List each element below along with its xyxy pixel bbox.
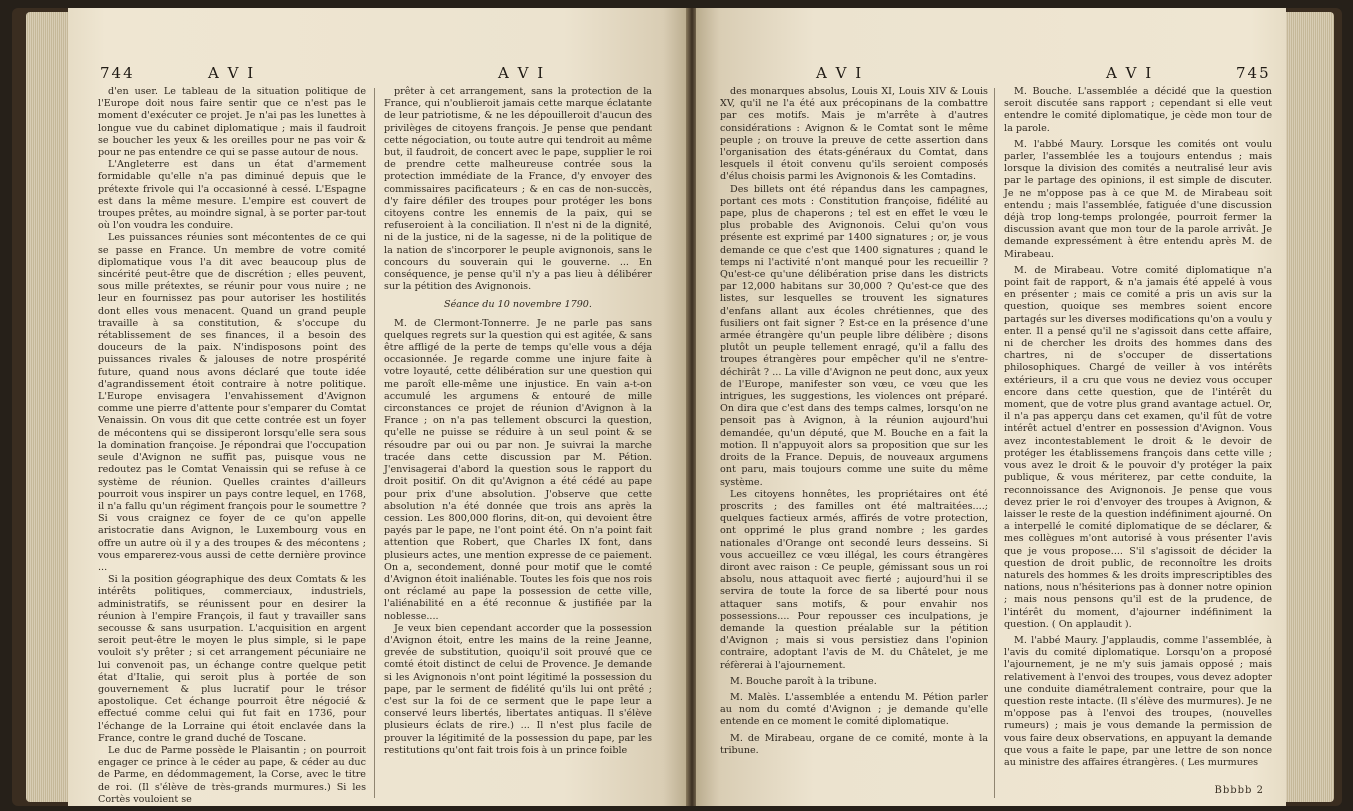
running-head-right [696, 64, 1286, 86]
text-column-1 [98, 86, 366, 805]
running-title: A V I [1106, 64, 1154, 82]
text-column-2 [384, 86, 652, 798]
paragraph: M. l'abbé Maury. Lorsque les comités ont voulu parler, l'assemblée les a toujours entendus ; mais lorsque la division des comités a neutralisé leur avis par le partage des opinions, il est simple de discuter. Je ne m'oppose pas à ce que M. de Mirabeau soit entendu ; mais l'assemblée, fatiguée d'une discussion déjà trop long-temps prolongée, pourroit fermer la discussion avant que mon tour de la parole arrivât. Je demande expressément à être entendu après M. de Mirabeau. [1004, 138, 1272, 260]
running-title: A V I [498, 64, 546, 82]
paragraph: M. Bouche paroît à la tribune. [730, 675, 877, 687]
column-rule [994, 88, 995, 798]
running-title: A V I [816, 64, 864, 82]
page-edges-right [1284, 12, 1334, 802]
paragraph: Les puissances réunies sont mécontentes de ce qui se passe en France. Un membre de votre comité diplomatique vous l'a dit avec beaucoup plus de sincérité peut-être que de discrétion ; elles peuvent, sous mille prétextes, se réunir pour vous nuire ; ne leur en fournissez pas pour autoriser les hostilités dont elles vous menacent. Quand un grand peuple travaille à sa constitution, & s'occupe du rétablissement de ses finances, il a besoin des douceurs de la paix. N'indisposons point des puissances rivales & jalouses de notre prospérité future, quand nous avons déclaré que toute idée d'agrandissement étoit contraire à notre politique. L'Europe envisagera l'envahissement d'Avignon comme une pierre d'attente pour s'emparer du Comtat Venaissin. On vous dit que cette contrée est un foyer de mécontens qui se dissiperont lorsqu'elle sera sous la domination françoise. Je répondrai que l'occupation seule d'Avignon ne suffit pas, puisque vous ne redoutez pas le Comtat Venaissin qui se refuse à ce système de réunion. Quelles craintes d'ailleurs pourroit vous inspirer un pays contre lequel, en 1768, il n'a fallu qu'un régiment françois pour le soumettre ? Si vous craignez ce foyer de ce qu'on appelle aristocratie dans Avignon, le Luxembourg vous en offre un autre où il y a des troupes & des mécontens ; vous emparerez-vous aussi de cette dernière province ... [98, 232, 366, 573]
paragraph: Si la position géographique des deux Comtats & les intérêts politiques, commerciaux, industriels, administratifs, se réunissent pour en desirer la réunion à l'empire François, il faut y travailler sans secousse & sans usurpation. L'acquisition en argent seroit peut-être le moyen le plus simple, si le pape vouloit s'y prêter ; si cet arrangement pécuniaire ne lui convenoit pas, un échange contre quelque petit état d'Italie, qui seroit plus à portée de son gouvernement & plus lucratif pour le trésor apostolique. Cet échange pourroit être négocié & effectué comme celui qui fut fait en 1736, pour l'échange de la Lorraine qui étoit enclavée dans la France, contre le grand duché de Toscane. [98, 574, 366, 744]
paragraph: Je veux bien cependant accorder que la possession d'Avignon étoit, entre les mains de la reine Jeanne, grevée de substitution, quoiqu'il soit prouvé que ce comté étoit distinct de celui de Provence. Je demande si les Avignonois n'ont point légitimé la possession du pape, par le serment de fidélité qu'ils lui ont prêté ; c'est sur la foi de ce serment que le pape leur a conservé leurs libertés, libertates antiquas. Il s'élève plusieurs éclats de rire.) ... Il n'est plus facile de prouver la légitimité de la possession du pape, par les restitutions qu'ont fait trois fois à un prince foible [384, 622, 652, 756]
page-number: 744 [100, 64, 135, 82]
column-rule [374, 88, 375, 798]
paragraph: d'en user. Le tableau de la situation politique de l'Europe doit nous faire sentir que ce n'est pas le moment d'exécuter ce projet. Je n'ai pas les lunettes à longue vue du cabinet diplomatique ; mais il faudroit se boucher les yeux & les oreilles pour ne pas voir & pour ne pas entendre ce qui se passe autour de nous. [98, 86, 366, 159]
paragraph: M. de Clermont-Tonnerre. Je ne parle pas sans quelques regrets sur la question qui est agitée, & sans être affligé de la perte de temps qu'elle vous a déja occasionnée. Je regarde comme une injure faite à votre loyauté, cette délibération sur une question qui me paroît elle-même une injustice. En vain a-t-on accumulé les argumens & entouré de mille circonstances ce projet de réunion d'Avignon à la France ; on n'a pas tellement obscurci la question, qu'elle ne puisse se réduire à un seul point & se résoudre par oui ou par non. Je suivrai la marche tracée dans cette discussion par M. Pétion. J'envisagerai d'abord la question sous le rapport du droit positif. On dit qu'Avignon a été cédé au pape pour prix d'une absolution. J'observe que cette absolution n'a été donnée que trois ans après la cession. Les 800,000 florins, dit-on, qui devoient être payés par le pape, ne l'ont point été. On n'a point fait attention que Robert, que Charles IX font, dans plusieurs actes, une mention expresse de ce paiement. On a, secondement, donné pour motif que le comté d'Avignon étoit inaliénable. Toutes les fois que nos rois ont réclamé au pape la possession de cette ville, l'aliénabilité en a été reconnue & justifiée par la noblesse.... [384, 317, 652, 622]
paragraph: M. Malès. L'assemblée a entendu M. Pétion parler au nom du comté d'Avignon ; je demande qu'elle entende en ce moment le comité diplomatique. [720, 691, 988, 728]
running-head-left [68, 64, 688, 86]
paragraph: L'Angleterre est dans un état d'armement formidable qu'elle n'a pas diminué depuis que le prétexte frivole qui l'a occasionné à cessé. L'Espagne est dans la même mesure. L'empire est couvert de troupes prêtes, au moindre signal, à se porter par-tout où l'on voudra les conduire. [98, 159, 366, 232]
running-title: A V I [208, 64, 256, 82]
session-heading: Séance du 10 novembre 1790. [444, 299, 592, 311]
signature-mark: Bbbbb 2 [1214, 785, 1264, 796]
paragraph: des monarques absolus, Louis XI, Louis XIV & Louis XV, qu'il ne l'a été aux précopinans de la combattre par ces motifs. Mais je m'arrête à d'autres considérations : Avignon & le Comtat sont le même peuple ; on trouve la preuve de cette assertion dans l'organisation des états-généraux du Comtat, dans lesquels il étoit convenu qu'ils seroient composés d'élus choisis parmi les Avignonois & les Comtadins. [720, 86, 988, 183]
right-page [696, 8, 1286, 806]
page-number: 745 [1236, 64, 1271, 82]
text-column-2 [1004, 86, 1272, 798]
paragraph: Des billets ont été répandus dans les campagnes, portant ces mots : Constitution françoise, fidélité au pape, plus de chaperons ; tel est en effet le vœu le plus probable des Avignonois. Celui qu'on vous présente est exprimé par 1400 signatures ; or, je vous demande ce que c'est que 1400 signatures ; quand le temps ni l'activité n'ont manqué pour les recueillir ? Qu'est-ce qu'une délibération prise dans les districts par 12,000 habitans sur 30,000 ? Qu'est-ce que des listes, sur lesquelles se trouvent les signatures d'enfans allant aux écoles chrétiennes, que des fusiliers ont fait signer ? Est-ce en la présence d'une armée étrangère qu'un peuple libre délibère ; disons plutôt un peuple tellement enragé, qu'il a fallu des troupes étrangères pour empêcher qu'il ne s'entre-déchirât ? ... La ville d'Avignon ne peut donc, aux yeux de l'Europe, manifester son vœu, ce vœu que les intrigues, les suggestions, les violences ont préparé. On dira que c'est dans des temps calmes, lorsqu'on ne pensoit pas à Avignon, à la réunion aujourd'hui demandée, qu'un député, que M. Bouche en a fait la motion. Il n'appuyoit alors sa proposition que sur les droits de la France. Depuis, de nouveaux argumens ont paru, mais toujours comme une suite du même système. [720, 183, 988, 488]
text-column-1 [720, 86, 988, 798]
paragraph: Les citoyens honnêtes, les propriétaires ont été proscrits ; des familles ont été maltraitées....; quelques factieux armés, affirés de votre protection, ont opprimé le plus grand nombre ; les gardes nationales d'Orange ont secondé leurs desseins. Si vous accueillez ce vœu illégal, les cours étrangères diront avec raison : Ce peuple, gémissant sous un roi absolu, nous attaquoit avec fierté ; aujourd'hui il se servira de toute la force de sa liberté pour nous attaquer sans motifs, & pour envahir nos possessions.... Pour repousser ces inculpations, je demande la question préalable sur la pétition d'Avignon ; mais si vous persistiez dans l'opinion contraire, adoptant l'avis de M. du Châtelet, je me réfèrerai à l'ajournement. [720, 488, 988, 671]
left-page [68, 8, 688, 806]
book [12, 8, 1342, 806]
paragraph: M. de Mirabeau, organe de ce comité, monte à la tribune. [720, 732, 988, 756]
paragraph: M. de Mirabeau. Votre comité diplomatique n'a point fait de rapport, & n'a jamais été appelé à vous en présenter ; mais ce comité a pris un avis sur la question, quoique ses membres soient encore partagés sur les diverses modifications qu'on a voulu y enter. Il a pensé qu'il ne s'agissoit dans cette affaire, ni de chercher les droits des hommes dans des chartres, ni de s'occuper de dissertations philosophiques. Chargé de veiller à vos intérêts extérieurs, il a cru que vous ne deviez vous occuper encore dans cette question, que de l'intérêt du moment, que de votre plus grand avantage actuel. Or, il n'a pas apperçu dans cet examen, qu'il fût de votre intérêt actuel d'entrer en possession d'Avignon. Vous avez incontestablement le droit & le devoir de protéger les établissemens françois dans cette ville ; vous avez le droit & le pouvoir d'y protéger la paix publique, & vous mériterez, par cette conduite, la reconnoissance des Avignonois. Je pense que vous devez prier le roi d'envoyer des troupes à Avignon, & laisser le reste de la question indéfiniment ajourné. On a interpellé le comité diplomatique de se déclarer, & mes collègues m'ont autorisé à vous présenter l'avis que je vous propose.... S'il s'agissoit de décider la question de droit public, de reconnoître les droits naturels des hommes & les droits imprescriptibles des nations, nous n'hésiterions pas à donner notre opinion ; mais nous pensons qu'il est de la prudence, de l'intérêt du moment, d'ajourner indéfiniment la question. ( On applaudit ). [1004, 264, 1272, 630]
paragraph: M. l'abbé Maury. J'applaudis, comme l'assemblée, à l'avis du comité diplomatique. Lorsqu'on a proposé l'ajournement, je ne m'y suis jamais opposé ; mais relativement à l'envoi des troupes, vous devez adopter une conduite diamétralement contraire, pour que la question reste intacte. (Il s'élève des murmures). Je ne m'oppose pas à l'envoi des troupes, (nouvelles rumeurs) ; mais je vous demande la permission de vous faire deux observations, en appuyant la demande que vous a faite le pape, par une lettre de son nonce au ministre des affaires étrangères. ( Les murmures [1004, 634, 1272, 768]
paragraph: M. Bouche. L'assemblée a décidé que la question seroit discutée sans rapport ; cependant si elle veut entendre le comité diplomatique, je cède mon tour de la parole. [1004, 86, 1272, 134]
page-edges-left [26, 12, 70, 802]
paragraph: prêter à cet arrangement, sans la protection de la France, qui n'oublieroit jamais cette marque éclatante de leur patriotisme, & ne les dépouilleroit d'aucun des privilèges de citoyens françois. Je pense que pendant cette négociation, ou toute autre qui tendroit au même but, il faudroit, de concert avec le pape, supplier le roi de prendre cette malheureuse contrée sous la protection immédiate de la France, d'y envoyer des commissaires pacificateurs ; & en cas de non-succès, d'y faire défiler des troupes pour protéger les bons citoyens contre les ennemis de la paix, qui se refuseroient à la conciliation. Il n'est ni de la dignité, ni de la justice, ni de la sagesse, ni de la politique de la nation de s'incorporer le peuple avignonois, sans le concours du souverain qui le gouverne. ... En conséquence, je pense qu'il n'y a pas lieu à délibérer sur la pétition des Avignonois. [384, 86, 652, 293]
paragraph: Le duc de Parme possède le Plaisantin ; on pourroit engager ce prince à le céder au pape, & céder au duc de Parme, en dédommagement, la Corse, avec le titre de roi. (Il s'élève de très-grands murmures.) Si les Cortès vouloient se [98, 744, 366, 805]
